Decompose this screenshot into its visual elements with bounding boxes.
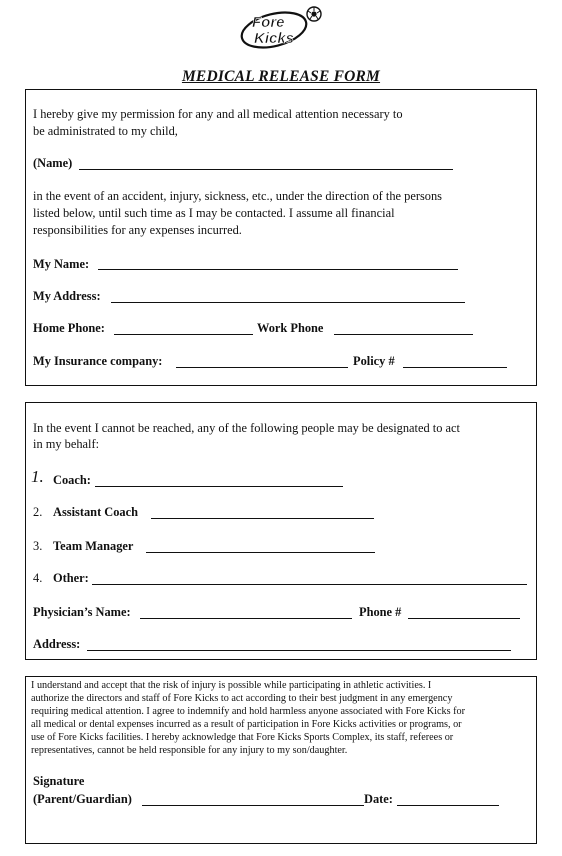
fore-kicks-logo <box>238 2 326 50</box>
svg-text:Kicks: Kicks <box>254 30 295 47</box>
signature-field[interactable] <box>142 805 364 806</box>
coach-label: Coach: <box>53 473 91 487</box>
policy-field[interactable] <box>403 367 507 368</box>
other-field[interactable] <box>92 584 527 585</box>
terms-line-4: all medical or dental expenses incurred as a result of participation in Fore Kicks activities or programs, or <box>31 719 462 730</box>
physician-address-field[interactable] <box>87 650 511 651</box>
work-phone-label: Work Phone <box>257 321 324 335</box>
assistant-coach-label: Assistant Coach <box>53 505 139 519</box>
signature-label: Signature <box>33 774 85 788</box>
insurance-field[interactable] <box>176 367 348 368</box>
body-line-1: in the event of an accident, injury, sickness, etc., under the direction of the persons <box>33 189 442 203</box>
home-phone-field[interactable] <box>114 334 253 335</box>
date-label: Date: <box>364 792 393 806</box>
physician-name-field[interactable] <box>140 618 352 619</box>
physician-name-label: Physician’s Name: <box>33 605 131 619</box>
insurance-label: My Insurance company: <box>33 354 163 368</box>
designate-intro-2: in my behalf: <box>33 437 100 451</box>
my-name-label: My Name: <box>33 257 90 271</box>
date-field[interactable] <box>397 805 499 806</box>
policy-label: Policy # <box>353 354 395 368</box>
my-address-field[interactable] <box>111 302 465 303</box>
physician-phone-label: Phone # <box>359 605 402 619</box>
assistant-number: 2. <box>33 505 43 519</box>
terms-line-2: authorize the directors and staff of Fore Kicks to act according to their best judgment in any emergency <box>31 693 453 704</box>
body-line-3: responsibilities for any expenses incurred. <box>33 223 242 237</box>
body-line-2: listed below, until such time as I may be contacted. I assume all financial <box>33 206 395 220</box>
child-name-field[interactable] <box>79 169 453 170</box>
home-phone-label: Home Phone: <box>33 321 105 335</box>
intro-line-2: be administrated to my child, <box>33 124 178 138</box>
work-phone-field[interactable] <box>334 334 473 335</box>
physician-phone-field[interactable] <box>408 618 520 619</box>
parent-guardian-label: (Parent/Guardian) <box>33 792 132 806</box>
physician-address-label: Address: <box>33 637 81 651</box>
soccer-ball-icon <box>238 2 326 50</box>
my-name-field[interactable] <box>98 269 458 270</box>
terms-line-5: use of Fore Kicks facilities. I hereby acknowledge that Fore Kicks Sports Complex, its staff, referees or <box>31 732 454 743</box>
terms-line-6: representatives, cannot be held responsible for any injury to my son/daughter. <box>31 745 348 756</box>
form-title: MEDICAL RELEASE FORM <box>181 68 381 85</box>
other-label: Other: <box>53 571 89 585</box>
manager-number: 3. <box>33 539 43 553</box>
coach-field[interactable] <box>95 486 343 487</box>
team-manager-field[interactable] <box>146 552 375 553</box>
my-address-label: My Address: <box>33 289 101 303</box>
assistant-coach-field[interactable] <box>151 518 374 519</box>
designated-persons-section <box>25 402 537 660</box>
coach-number: 1. <box>31 467 44 486</box>
other-number: 4. <box>33 571 43 585</box>
svg-text:Fore: Fore <box>252 14 285 31</box>
intro-line-1: I hereby give my permission for any and all medical attention necessary to <box>33 107 403 121</box>
terms-line-3: requiring medical attention. I agree to indemnify and hold harmless anyone associated with Fore Kicks for <box>31 706 465 717</box>
team-manager-label: Team Manager <box>53 539 134 553</box>
child-name-label: (Name) <box>33 156 73 170</box>
designate-intro-1: In the event I cannot be reached, any of the following people may be designated to act <box>33 421 460 435</box>
terms-line-1: I understand and accept that the risk of injury is possible while participating in athletic activities. I <box>31 680 432 691</box>
